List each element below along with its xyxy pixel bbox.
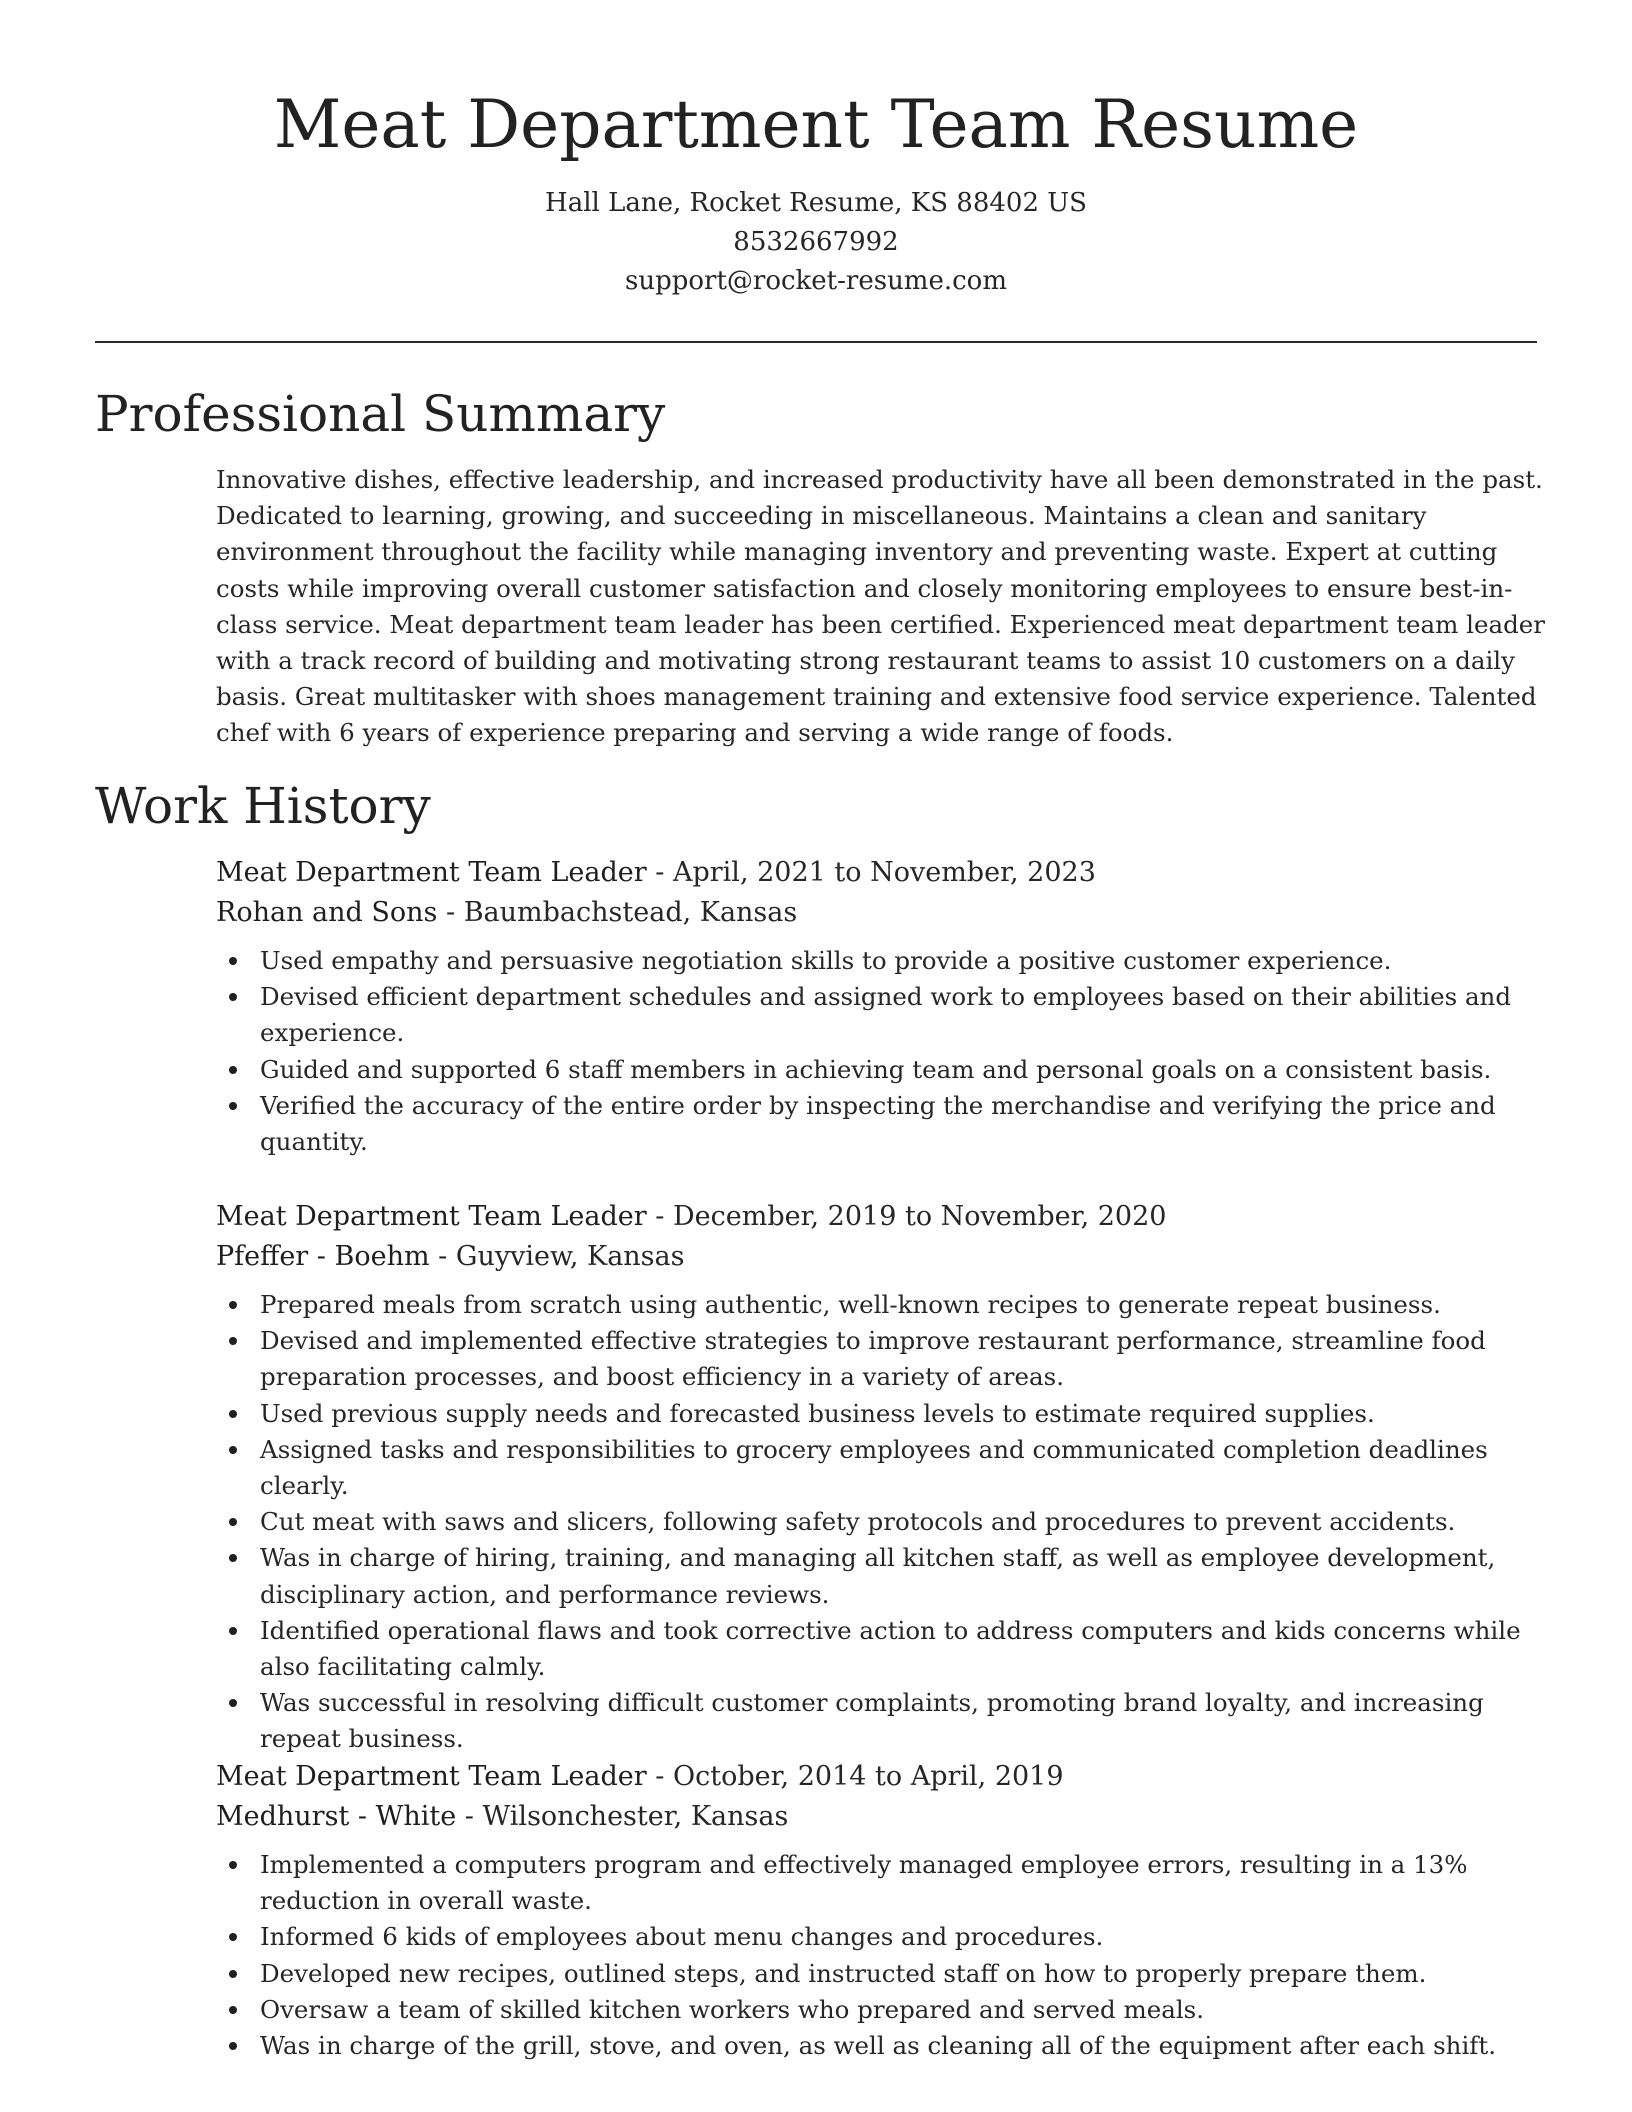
- job-location: Wilsonchester, Kansas: [482, 1801, 789, 1832]
- bullet-text: Devised efficient department schedules and assigned work to employees based on their abilities and experience.: [260, 982, 1512, 1048]
- header-divider: [95, 341, 1537, 343]
- bullet-dot: [229, 1518, 237, 1526]
- job-title-line: [216, 853, 1546, 893]
- job-location: Baumbachstead, Kansas: [463, 897, 798, 928]
- bullet-item: [216, 1613, 1546, 1685]
- bullet-item: [216, 979, 1546, 1051]
- job-entry: [216, 853, 1546, 1160]
- bullet-dot: [229, 957, 237, 965]
- separator: -: [438, 1241, 456, 1272]
- separator: -: [464, 1801, 483, 1832]
- bullet-dot: [229, 993, 237, 1001]
- bullet-text: Guided and supported 6 staff members in achieving team and personal goals on a consistent basis.: [260, 1054, 1492, 1084]
- bullet-dot: [229, 1066, 237, 1074]
- bullet-item: [216, 1088, 1546, 1160]
- bullet-item: [216, 1992, 1546, 2028]
- bullet-item: [216, 943, 1546, 979]
- job-company-line: [216, 1797, 1546, 1837]
- separator: -: [446, 897, 464, 928]
- bullet-text: Prepared meals from scratch using authentic, well-known recipes to generate repeat business.: [260, 1290, 1441, 1319]
- bullet-text: Identified operational flaws and took corrective action to address computers and kids concerns while also facilitating calmly.: [260, 1615, 1521, 1682]
- bullet-text: Verified the accuracy of the entire order by inspecting the merchandise and verifying the price and quantity.: [260, 1090, 1496, 1157]
- bullet-text: Was successful in resolving difficult customer complaints, promoting brand loyalty, and increasing repeat business.: [260, 1688, 1484, 1754]
- job-title-line: [216, 1197, 1546, 1237]
- bullet-dot: [229, 1699, 237, 1707]
- resume-header: [95, 80, 1537, 301]
- bullet-item: [216, 1052, 1546, 1088]
- job-company-line: [216, 893, 1546, 933]
- bullet-text: Cut meat with saws and slicers, following safety protocols and procedures to prevent accidents.: [260, 1507, 1456, 1537]
- bullet-item: [216, 1685, 1546, 1757]
- summary-heading: Professional Summary: [95, 385, 666, 443]
- job-role: Meat Department Team Leader: [216, 1761, 647, 1792]
- bullet-item: [216, 1504, 1546, 1540]
- contact-email: support@rocket-resume.com: [624, 266, 1007, 296]
- bullet-dot: [229, 1861, 237, 1869]
- bullet-text: Was in charge of the grill, stove, and oven, as well as cleaning all of the equipment after each shift.: [260, 2031, 1496, 2061]
- bullet-text: Devised and implemented effective strategies to improve restaurant performance, streamline food preparation processes, and boost efficiency in a variety of areas.: [260, 1326, 1486, 1392]
- bullet-text: Informed 6 kids of employees about menu changes and procedures.: [260, 1922, 1104, 1952]
- bullet-item: [216, 1919, 1546, 1955]
- bullet-dot: [229, 1933, 237, 1941]
- bullet-text: Oversaw a team of skilled kitchen workers who prepared and served meals.: [260, 1994, 1205, 2024]
- work-history-heading: Work History: [95, 777, 431, 835]
- job-company: Medhurst - White: [216, 1801, 457, 1832]
- separator: -: [655, 857, 673, 888]
- job-title-line: [216, 1757, 1546, 1797]
- contact-address: Hall Lane, Rocket Resume, KS 88402 US: [545, 188, 1087, 218]
- bullet-text: Developed new recipes, outlined steps, and instructed staff on how to properly prepare them.: [260, 1958, 1427, 1988]
- bullet-item: [216, 1396, 1546, 1432]
- bullet-text: Was in charge of hiring, training, and managing all kitchen staff, as well as employee development, disciplinary action, and performance reviews.: [260, 1543, 1496, 1609]
- job-bullets: [216, 1287, 1546, 1758]
- bullet-item: [216, 1323, 1546, 1395]
- bullet-dot: [229, 1301, 237, 1309]
- job-company: Rohan and Sons: [216, 897, 438, 928]
- bullet-dot: [229, 2006, 237, 2014]
- bullet-text: Assigned tasks and responsibilities to grocery employees and communicated completion deadlines clearly.: [260, 1434, 1488, 1501]
- bullet-item: [216, 1956, 1546, 1992]
- bullet-text: Implemented a computers program and effectively managed employee errors, resulting in a 13% reduction in overall waste.: [260, 1850, 1468, 1916]
- resume-name: Meat Department Team Resume: [273, 86, 1359, 163]
- bullet-dot: [229, 2042, 237, 2050]
- bullet-dot: [229, 1102, 237, 1110]
- bullet-dot: [229, 1970, 237, 1978]
- bullet-dot: [229, 1410, 237, 1418]
- contact-info: [95, 184, 1537, 301]
- job-dates: October, 2014 to April, 2019: [672, 1761, 1064, 1792]
- bullet-text: Used empathy and persuasive negotiation skills to provide a positive customer experience.: [260, 946, 1392, 975]
- bullet-item: [216, 1540, 1546, 1612]
- separator: -: [655, 1201, 673, 1232]
- job-bullets: [216, 943, 1546, 1160]
- bullet-dot: [229, 1446, 237, 1454]
- bullet-item: [216, 1287, 1546, 1323]
- summary-text: Innovative dishes, effective leadership, and increased productivity have all been demonstrated in the past. Dedicated to learning, growing, and succeeding in miscellaneous. Maintains a clean and sanitary environment throughout the facility while managing inventory and preventing waste. Expert at cutting costs while improving overall customer satisfaction and closely monitoring employees to ensure best-in-class service. Meat department team leader has been certified. Experienced meat department team leader with a track record of building and motivating strong restaurant teams to assist 10 customers on a daily basis. Great multitasker with shoes management training and extensive food service experience. Talented chef with 6 years of experience preparing and serving a wide range of foods.: [216, 465, 1546, 748]
- job-entry: [216, 1757, 1546, 2064]
- bullet-text: Used previous supply needs and forecasted business levels to estimate required supplies.: [260, 1398, 1375, 1428]
- bullet-item: [216, 1847, 1546, 1919]
- job-dates: April, 2021 to November, 2023: [672, 857, 1096, 888]
- job-company-line: [216, 1237, 1546, 1277]
- contact-phone: 8532667992: [733, 227, 899, 257]
- bullet-item: [216, 1432, 1546, 1504]
- job-role: Meat Department Team Leader: [216, 1201, 647, 1232]
- bullet-dot: [229, 1337, 237, 1345]
- job-location: Guyview, Kansas: [455, 1241, 685, 1272]
- separator: -: [655, 1761, 673, 1792]
- job-entry: [216, 1197, 1546, 1758]
- bullet-dot: [229, 1627, 237, 1635]
- job-dates: December, 2019 to November, 2020: [672, 1201, 1167, 1232]
- job-role: Meat Department Team Leader: [216, 857, 647, 888]
- bullet-item: [216, 2028, 1546, 2064]
- job-bullets: [216, 1847, 1546, 2064]
- job-company: Pfeffer - Boehm: [216, 1241, 430, 1272]
- bullet-dot: [229, 1554, 237, 1562]
